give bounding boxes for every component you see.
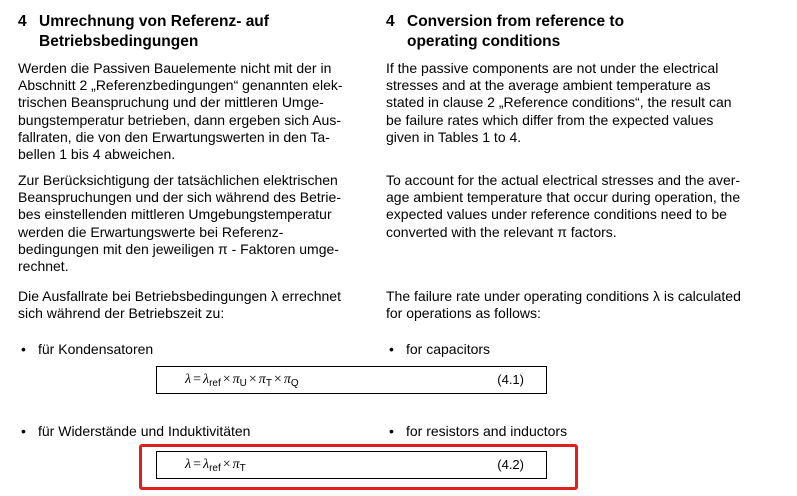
text-line: To account for the actual electrical stresses and the aver- <box>386 172 741 188</box>
text-line: bes einstellenden mittleren Umgebungstemperatur <box>18 206 332 223</box>
formula-symbol: λ <box>185 372 192 387</box>
formula-symbol: π <box>283 372 291 387</box>
text-line: bungstemperatur betrieben, dann ergeben sich Aus- <box>18 111 341 128</box>
formula-subscript: ref <box>209 378 221 389</box>
formula-symbol: π <box>232 457 240 472</box>
text-line: given in Tables 1 to 4. <box>386 128 522 145</box>
formula-subscript: U <box>239 378 247 389</box>
text-line: Abschnitt 2 „Referenzbedingungen“ genannten elek- <box>18 77 343 94</box>
formula-operator: × <box>222 372 231 387</box>
text-line: stated in clause 2 „Reference conditions“, the result can <box>386 94 732 111</box>
bullet-text: for resistors and inductors <box>406 423 568 439</box>
bullet-dot: • <box>389 423 394 439</box>
german-section-number: 4 <box>18 13 27 30</box>
formula-4-2-highlight <box>139 444 578 490</box>
german-paragraph-2 <box>18 172 341 275</box>
text-line: converted with the relevant π factors. <box>386 223 617 240</box>
text-line: expected values under reference conditions need to be <box>386 206 727 223</box>
text-line: The failure rate under operating conditions λ is calculated <box>386 288 741 304</box>
bullet-text: for capacitors <box>406 341 491 357</box>
english-section-title <box>407 12 624 52</box>
text-line: Beanspruchungen und der sich während des Betrie- <box>18 189 341 206</box>
formula-subscript: T <box>265 378 272 389</box>
german-title-line: Betriebsbedingungen <box>39 33 199 50</box>
german-paragraph-3 <box>18 288 341 322</box>
english-paragraph-1 <box>386 60 732 146</box>
formula-operator: = <box>193 457 201 472</box>
formula-subscript: T <box>239 463 246 474</box>
formula-symbol: π <box>258 372 266 387</box>
formula-symbol: λ <box>202 372 210 387</box>
formula-subscript: Q <box>290 378 299 389</box>
text-line: be failure rates which differ from the expected values <box>386 111 714 128</box>
formula-4-1-box <box>156 366 547 394</box>
text-line: If the passive components are not under the electrical <box>386 60 719 76</box>
formula-symbol: λ <box>185 457 192 472</box>
text-line: Die Ausfallrate bei Betriebsbedingungen λ errechnet <box>18 288 341 304</box>
formula-operator: × <box>248 372 257 387</box>
text-line: rechnet. <box>18 258 69 275</box>
bullet-dot: • <box>21 423 26 439</box>
text-line: age ambient temperature that occur during operation, the <box>386 189 741 206</box>
english-title-line: operating conditions <box>407 33 561 50</box>
text-line: for operations as follows: <box>386 305 541 322</box>
text-line: Zur Berücksichtigung der tatsächlichen elektrischen <box>18 172 338 188</box>
bullet-dot: • <box>389 341 394 357</box>
text-line: Werden die Passiven Bauelemente nicht mit der in <box>18 60 332 76</box>
text-line: bellen 1 bis 4 abweichen. <box>18 146 176 163</box>
formula-operator: × <box>222 457 231 472</box>
formula-operator: × <box>273 372 282 387</box>
bullet-dot: • <box>21 341 26 357</box>
text-line: fallraten, die von den Erwartungswerten in den Ta- <box>18 128 330 145</box>
german-section-title <box>39 12 269 52</box>
formula-4-1-number: (4.1) <box>497 372 524 387</box>
text-line: stresses and at the average ambient temperature as <box>386 77 711 94</box>
german-title-line: Umrechnung von Referenz- auf <box>39 13 269 30</box>
formula-subscript: ref <box>209 463 221 474</box>
bullet-text: für Kondensatoren <box>38 341 154 357</box>
formula-4-2-number: (4.2) <box>497 457 524 472</box>
formula-operator: = <box>193 372 201 387</box>
text-line: sich während der Betriebszeit zu: <box>18 305 225 322</box>
text-line: trischen Beanspruchung und der mittleren Umge- <box>18 94 324 111</box>
text-line: werden die Erwartungswerte bei Referenz- <box>18 223 284 240</box>
english-paragraph-3 <box>386 288 741 322</box>
formula-symbol: λ <box>202 457 210 472</box>
bullet-text: für Widerstände und Induktivitäten <box>38 423 251 439</box>
german-paragraph-1 <box>18 60 343 163</box>
formula-4-1-expression <box>185 372 299 389</box>
english-paragraph-2 <box>386 172 740 241</box>
text-line: bedingungen mit den jeweiligen π - Faktoren umge- <box>18 240 339 257</box>
english-section-number: 4 <box>386 13 395 30</box>
formula-symbol: π <box>232 372 240 387</box>
english-title-line: Conversion from reference to <box>407 13 625 30</box>
